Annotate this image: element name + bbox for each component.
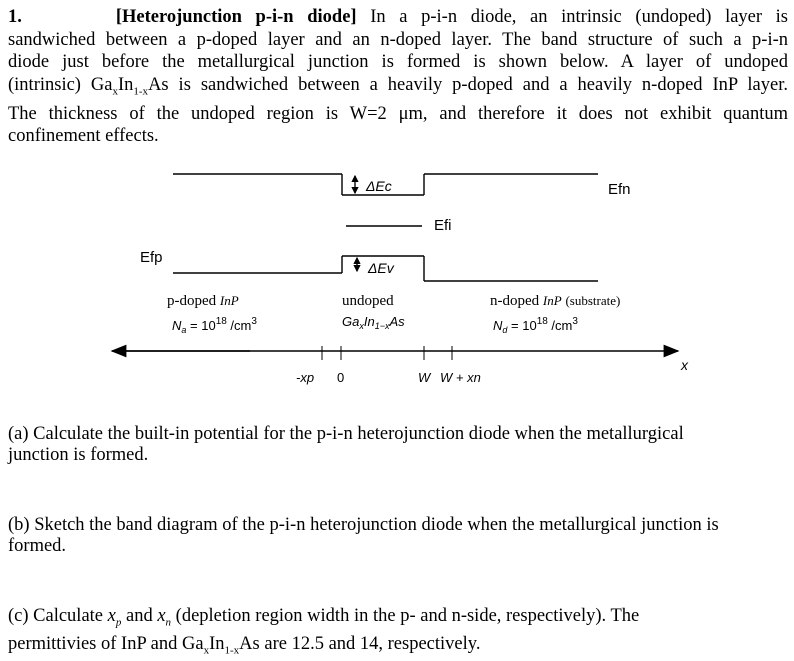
problem-heading: [Heterojunction p-i-n diode]	[115, 7, 357, 27]
delta-ev-label: ΔEv	[368, 260, 394, 276]
band-diagram	[0, 160, 794, 420]
intro-line-2: sandwiched between a p-doped layer and an n-doped layer. The band structure of such a p-i-n	[8, 29, 788, 50]
tick-label-w: W	[418, 370, 431, 385]
problem-number: 1.	[8, 7, 22, 27]
p-region-doping: $N_a = 10^{18}$ $/cm^3$	[172, 316, 257, 335]
question-c-line-1: (c) Calculate $x_p$ and $x_n$ (depletion region width in the p- and n-side, respectively). The	[8, 606, 640, 629]
question-a	[8, 424, 788, 466]
tick-label-w-plus-xn: W + xn	[440, 370, 481, 385]
intro-line-5: The thickness of the undoped region is W=2 μm, and therefore it does not exhibit quantum	[8, 103, 788, 124]
tick-label-neg-xp: -xp	[296, 370, 315, 385]
efp-label: Efp	[140, 249, 163, 266]
problem-statement	[8, 6, 788, 148]
axis-ticks	[322, 346, 452, 360]
intro-line-6: confinement effects.	[8, 126, 159, 147]
question-c-line-2: permittivies of InP and $Ga_xIn_{1-x}As$ are 12.5 and 14, respectively.	[8, 633, 481, 657]
x-axis-label: x	[681, 357, 688, 373]
i-region-material: $Ga_xIn_{1-x}As$	[342, 314, 405, 331]
question-c	[8, 606, 788, 661]
efn-label: Efn	[608, 181, 631, 198]
efi-label: Efi	[434, 217, 452, 234]
i-region-name: undoped	[342, 293, 394, 309]
tick-label-zero: 0	[337, 370, 345, 385]
intro-line-4: (intrinsic) $Ga_xIn_{1-x}As$ is sandwiched between a heavily p-doped and a heavily n-doped InP layer.	[8, 74, 788, 98]
question-b	[8, 515, 788, 557]
p-region-name: p-doped InP	[167, 293, 239, 309]
intro-line-3: diode just before the metallurgical junction is formed is shown below. A layer of undoped	[8, 52, 788, 72]
n-region-name: n-doped InP (substrate)	[490, 293, 621, 309]
n-region-doping: $N_d = 10^{18}$ $/cm^3$	[493, 316, 578, 335]
question-a-line-1: (a) Calculate the built-in potential for the p-i-n heterojunction diode when the metallurgical	[8, 424, 684, 444]
intro-line-1: In a p-i-n diode, an intrinsic (undoped) layer is	[370, 7, 789, 27]
question-b-line-2: formed.	[8, 536, 67, 556]
question-b-line-1: (b) Sketch the band diagram of the p-i-n heterojunction diode when the metallurgical junction is	[8, 515, 719, 535]
question-a-line-2: junction is formed.	[8, 445, 149, 465]
delta-ec-label: ΔEc	[366, 178, 392, 194]
